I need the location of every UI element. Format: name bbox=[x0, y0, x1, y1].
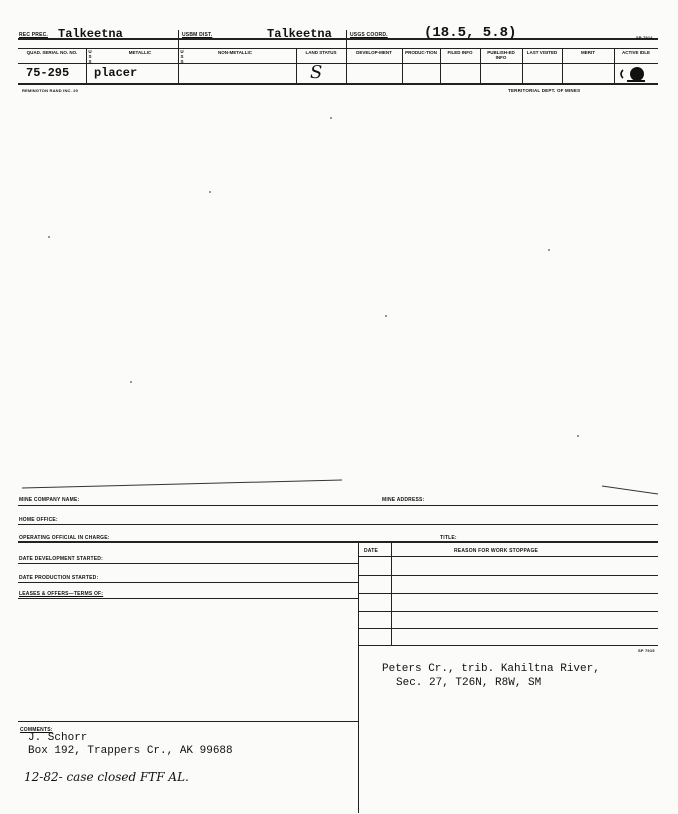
lower-form-top-rule bbox=[12, 478, 668, 500]
usgs-coord-label: USGS COORD. bbox=[350, 32, 388, 38]
divider bbox=[522, 48, 523, 84]
reason-column-header: REASON FOR WORK STOPPAGE bbox=[454, 548, 539, 554]
form-number-2: SP 7915 bbox=[638, 648, 655, 653]
mine-address-label: MINE ADDRESS: bbox=[382, 497, 425, 503]
divider bbox=[480, 48, 481, 84]
rule bbox=[18, 541, 658, 543]
scan-speck bbox=[330, 117, 332, 119]
divider bbox=[296, 48, 297, 84]
col-production: PRODUC-TION bbox=[405, 50, 437, 55]
rec-prec-label: REC PREC. bbox=[19, 32, 49, 38]
scan-speck bbox=[548, 249, 550, 251]
handwritten-note: 12-82- case closed FTF AL. bbox=[24, 770, 189, 784]
col-uss: U S S bbox=[88, 49, 92, 64]
title-label: TITLE: bbox=[440, 535, 457, 541]
col-filed-info: FILED INFO bbox=[447, 50, 473, 55]
rule bbox=[358, 593, 658, 594]
col-merit: MERIT bbox=[581, 50, 595, 55]
date-production-label: DATE PRODUCTION STARTED: bbox=[19, 575, 99, 581]
usgs-coord-value: (18.5, 5.8) bbox=[424, 25, 517, 41]
rule bbox=[358, 645, 658, 646]
scan-speck bbox=[209, 191, 211, 193]
serial-number: 75-295 bbox=[26, 66, 70, 80]
home-office-label: HOME OFFICE: bbox=[19, 517, 58, 523]
center-divider bbox=[358, 543, 359, 813]
usbm-dist-value: Talkeetna bbox=[267, 27, 332, 41]
rule bbox=[18, 524, 658, 525]
comment-line-1: J. Schorr bbox=[28, 732, 88, 744]
divider bbox=[614, 48, 615, 84]
rule bbox=[18, 721, 358, 722]
comments-label: COMMENTS: bbox=[20, 727, 53, 733]
col-metallic: METALLIC bbox=[128, 50, 152, 55]
date-divider bbox=[391, 543, 392, 645]
col-land-status: LAND STATUS bbox=[305, 50, 337, 55]
leases-label: LEASES & OFFERS—TERMS OF: bbox=[19, 591, 104, 597]
scan-speck bbox=[130, 381, 132, 383]
metallic-value: placer bbox=[94, 66, 138, 80]
scan-speck bbox=[48, 236, 50, 238]
mine-company-label: MINE COMPANY NAME: bbox=[19, 497, 80, 503]
operating-official-label: OPERATING OFFICIAL IN CHARGE: bbox=[19, 535, 110, 541]
col-development: DEVELOP-MENT bbox=[356, 50, 392, 55]
col-uss-2: U S S bbox=[180, 49, 184, 64]
active-stamp-icon bbox=[617, 64, 651, 84]
col-last-visited: LAST VISITED bbox=[526, 50, 558, 55]
col-non-metallic: NON-METALLIC bbox=[218, 50, 252, 55]
form-number: SP 7914 bbox=[636, 35, 653, 40]
rule bbox=[358, 575, 658, 576]
rule bbox=[18, 598, 358, 599]
rule bbox=[358, 611, 658, 612]
col-active-idle: ACTIVE IDLE bbox=[621, 50, 650, 55]
rule bbox=[18, 505, 658, 506]
divider bbox=[562, 48, 563, 84]
divider bbox=[346, 30, 347, 84]
remington-footer: REMINGTON RAND INC. 20 bbox=[22, 88, 79, 93]
rule bbox=[358, 628, 658, 629]
rule bbox=[18, 563, 358, 564]
rule bbox=[358, 556, 658, 557]
col-published-info: PUBLISH-ED INFO bbox=[487, 50, 515, 60]
col-quad-serial: QUAD. SERIAL NO. NO. bbox=[26, 50, 78, 55]
usbm-dist-label: USBM DIST. bbox=[182, 32, 213, 38]
date-development-label: DATE DEVELOPMENT STARTED: bbox=[19, 556, 103, 562]
location-line-1: Peters Cr., trib. Kahiltna River, bbox=[382, 663, 600, 675]
divider bbox=[402, 48, 403, 84]
rec-prec-value: Talkeetna bbox=[58, 27, 123, 41]
scan-speck bbox=[385, 315, 387, 317]
date-column-header: DATE bbox=[364, 548, 379, 554]
divider bbox=[440, 48, 441, 84]
comment-line-2: Box 192, Trappers Cr., AK 99688 bbox=[28, 745, 233, 757]
location-line-2: Sec. 27, T26N, R8W, SM bbox=[396, 677, 542, 689]
land-status-mark: S bbox=[310, 62, 323, 83]
territorial-footer: TERRITORIAL DEPT. OF MINES bbox=[508, 88, 581, 93]
scan-speck bbox=[577, 435, 579, 437]
rule bbox=[18, 582, 358, 583]
